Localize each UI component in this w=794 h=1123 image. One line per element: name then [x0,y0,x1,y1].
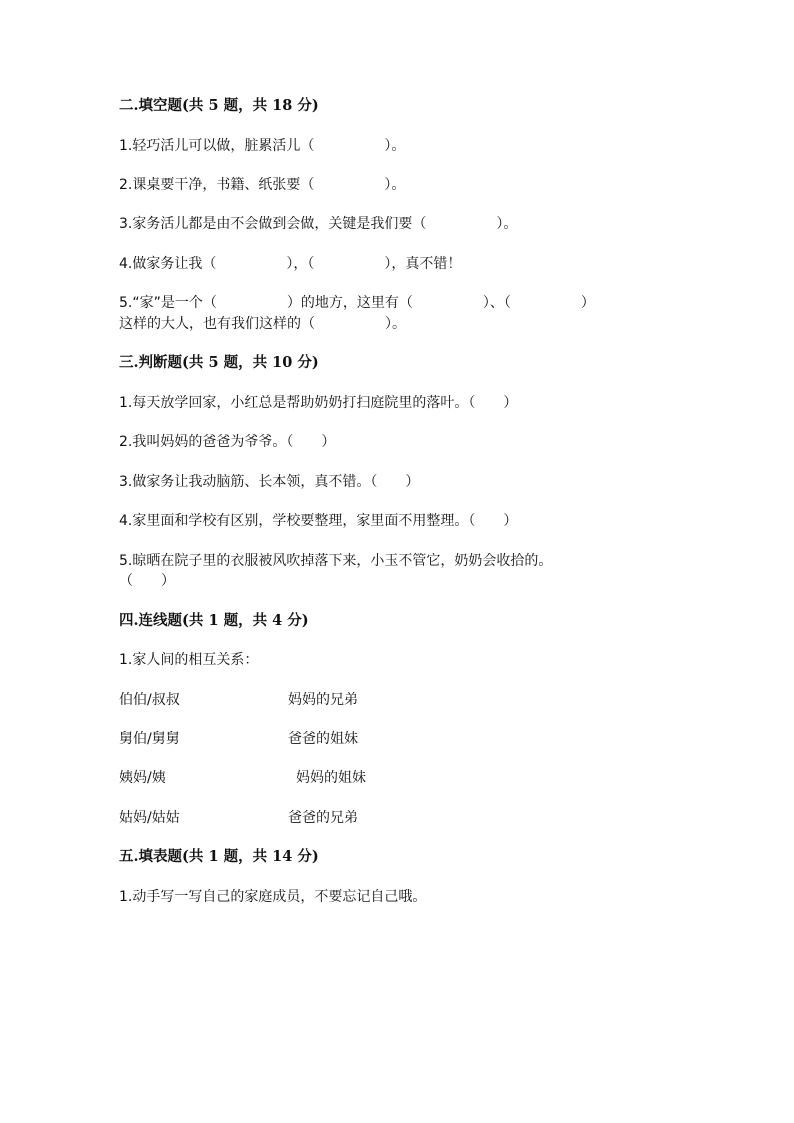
question-text: 4.做家务让我（ ），（ ），真不错！ [119,256,462,272]
matching-right-item: 爸爸的姐妹 [288,731,358,747]
matching-right-item: 妈妈的姐妹 [296,770,366,786]
question-text: 3.家务活儿都是由不会做到会做，关键是我们要（ ）。 [119,216,518,232]
question-text: 5.“家”是一个（ ）的地方，这里有（ ）、（ ） [119,295,595,311]
matching-left-item: 姨妈/姨 [119,770,166,786]
answer-bracket: （ ） [119,573,175,589]
section-heading-fill-blank: 二.填空题(共 5 题，共 18 分) [119,97,319,114]
section-heading-table-fill: 五.填表题(共 1 题，共 14 分) [119,848,319,865]
matching-left-item: 舅伯/舅舅 [119,731,180,747]
question-text: 1.每天放学回家，小红总是帮助奶奶打扫庭院里的落叶。（ ） [119,395,518,411]
question-text: 2.我叫妈妈的爸爸为爷爷。（ ） [119,434,336,450]
matching-left-item: 伯伯/叔叔 [119,692,180,708]
section-heading-true-false: 三.判断题(共 5 题，共 10 分) [119,354,319,371]
question-text: 1.动手写一写自己的家庭成员，不要忘记自己哦。 [119,889,427,905]
question-text: 4.家里面和学校有区别，学校要整理，家里面不用整理。（ ） [119,513,518,529]
matching-right-item: 妈妈的兄弟 [288,692,358,708]
section-heading-matching: 四.连线题(共 1 题，共 4 分) [119,612,309,629]
question-text: 1.家人间的相互关系： [119,652,259,668]
question-text: 5.晾晒在院子里的衣服被风吹掉落下来，小玉不管它，奶奶会收拾的。 [119,553,553,569]
matching-left-item: 姑妈/姑姑 [119,810,180,826]
question-text-continued: 这样的大人，也有我们这样的（ ）。 [119,316,406,332]
question-text: 1.轻巧活儿可以做，脏累活儿（ ）。 [119,138,406,154]
question-text: 3.做家务让我动脑筋、长本领，真不错。（ ） [119,474,420,490]
matching-right-item: 爸爸的兄弟 [288,810,358,826]
question-text: 2.课桌要干净，书籍、纸张要（ ）。 [119,177,406,193]
